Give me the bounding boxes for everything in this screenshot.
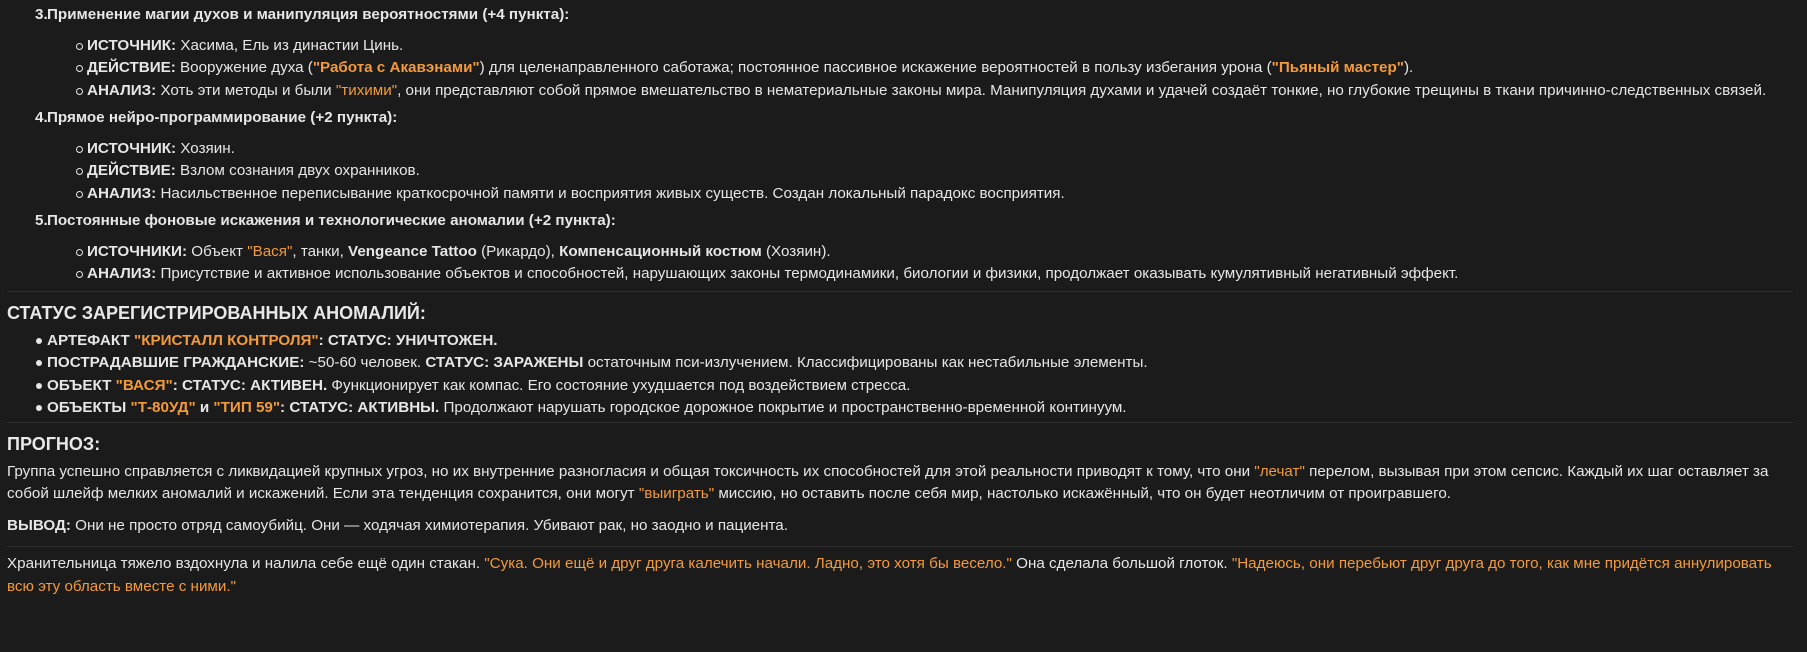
divider (7, 546, 1793, 547)
detail-item: ИСТОЧНИКИ: Объект "Вася", танки, Vengeance Tattoo (Рикардо), Компенсационный костюм (Хозяин). (87, 241, 1793, 264)
bold-term: Компенсационный костюм (559, 242, 762, 260)
status-item: ПОСТРАДАВШИЕ ГРАЖДАНСКИЕ: ~50-60 человек. СТАТУС: ЗАРАЖЕНЫ остаточным пси-излучением. Классифицированы как нестабильные элементы. (47, 352, 1793, 375)
divider (7, 422, 1793, 423)
quote-highlight: "тихими" (335, 81, 398, 99)
quote-highlight: "Надеюсь, они перебьют друг друга до того, как мне придётся аннулировать всю эту область вместе с ними." (7, 555, 1772, 595)
forecast-heading: ПРОГНОЗ: (7, 433, 101, 454)
detail-item: ИСТОЧНИК: Хозяин. (87, 138, 1793, 161)
detail-label: АНАЛИЗ: (87, 184, 157, 202)
forecast-paragraph: Группа успешно справляется с ликвидацией крупных угроз, но их внутренние разногласия и общая токсичность их способностей для этой реальности приводят к тому, что они "лечат" перелом, вызывая при этом сепсис. Каждый их шаг оставляет за собой шлейф мелких аномалий и искажений. Если эта тенденция сохранится, они могут "выиграть" миссию, но оставить после себя мир, настолько искажённый, что он будет неотличим от проигравшего. (7, 462, 1769, 502)
detail-label: ИСТОЧНИКИ: (87, 242, 188, 260)
section-item (35, 107, 1793, 205)
status-item: ОБЪЕКТ "ВАСЯ": СТАТУС: АКТИВЕН. Функционирует как компас. Его состояние ухудшается под воздействием стресса. (47, 375, 1793, 398)
quote-highlight: "Вася" (247, 242, 293, 260)
status-item: ОБЪЕКТЫ "Т-80УД" и "ТИП 59": СТАТУС: АКТИВНЫ. Продолжают нарушать городское дорожное покрытие и пространственно-временной континуум. (47, 397, 1793, 420)
closing-paragraph: Хранительница тяжело вздохнула и налила себе ещё один стакан. "Сука. Они ещё и друг друга калечить начали. Ладно, это хотя бы весело." Она сделала большой глоток. "Надеюсь, они перебьют друг друга до того, как мне придётся аннулировать всю эту область вместе с ними." (7, 555, 1772, 595)
section-item (35, 210, 1793, 286)
quote-highlight: "ВАСЯ" (115, 376, 173, 394)
quote-highlight: "лечат" (1254, 462, 1305, 480)
divider (7, 291, 1793, 292)
detail-label: ИСТОЧНИК: (87, 36, 177, 54)
conclusion-paragraph: ВЫВОД: Они не просто отряд самоубийц. Они — ходячая химиотерапия. Убивают рак, но заодно и пациента. (7, 516, 788, 534)
quote-highlight: "Т-80УД" (130, 399, 196, 416)
bold-term: Vengeance Tattoo (348, 242, 477, 260)
section-details (47, 35, 1793, 103)
status-heading: СТАТУС ЗАРЕГИСТРИРОВАННЫХ АНОМАЛИЙ: (7, 302, 426, 323)
status-item: АРТЕФАКТ "КРИСТАЛЛ КОНТРОЛЯ": СТАТУС: УНИЧТОЖЕН. (47, 330, 1793, 353)
section-item (35, 4, 1793, 102)
detail-label: ДЕЙСТВИЕ: (87, 59, 176, 76)
detail-item: ДЕЙСТВИЕ: Вооружение духа ("Работа с Акавэнами") для целенаправленного саботажа; постоянное пассивное искажение вероятностей в пользу избегания урона ("Пьяный мастер"). (87, 57, 1793, 80)
detail-label: ИСТОЧНИК: (87, 139, 177, 157)
status-list (7, 330, 1793, 420)
quote-highlight: "Работа с Акавэнами" (312, 59, 480, 76)
detail-item: АНАЛИЗ: Насильственное переписывание краткосрочной памяти и восприятия живых существ. Создан локальный парадокс восприятия. (87, 183, 1793, 206)
detail-label: АНАЛИЗ: (87, 265, 157, 282)
section-details (47, 138, 1793, 206)
section-title: 5.Постоянные фоновые искажения и технологические аномалии (+2 пункта): (35, 212, 616, 229)
detail-item: АНАЛИЗ: Хоть эти методы и были "тихими", они представляют собой прямое вмешательство в нематериальные законы мира. Манипуляция духами и удачей создаёт тонкие, но глубокие трещины в ткани причинно-следственных связей. (87, 80, 1793, 103)
section-list (7, 4, 1793, 286)
quote-highlight: "КРИСТАЛЛ КОНТРОЛЯ" (134, 331, 319, 349)
detail-item: АНАЛИЗ: Присутствие и активное использование объектов и способностей, нарушающих законы термодинамики, биологии и физики, продолжает оказывать кумулятивный негативный эффект. (87, 263, 1793, 286)
quote-highlight: "Пьяный мастер" (1271, 59, 1404, 76)
quote-highlight: "выиграть" (638, 485, 715, 502)
section-details (47, 241, 1793, 286)
section-title: 4.Прямое нейро-программирование (+2 пункта): (35, 109, 398, 126)
section-title: 3.Применение магии духов и манипуляция вероятностями (+4 пункта): (35, 6, 570, 23)
detail-item: ИСТОЧНИК: Хасима, Ель из династии Цинь. (87, 35, 1793, 58)
quote-highlight: "Сука. Они ещё и друг друга калечить начали. Ладно, это хотя бы весело." (484, 555, 1012, 572)
conclusion-label: ВЫВОД: (7, 516, 71, 534)
detail-item: ДЕЙСТВИЕ: Взлом сознания двух охранников. (87, 160, 1793, 183)
detail-label: АНАЛИЗ: (87, 81, 157, 99)
quote-highlight: "ТИП 59" (213, 399, 281, 416)
detail-label: ДЕЙСТВИЕ: (87, 162, 176, 179)
